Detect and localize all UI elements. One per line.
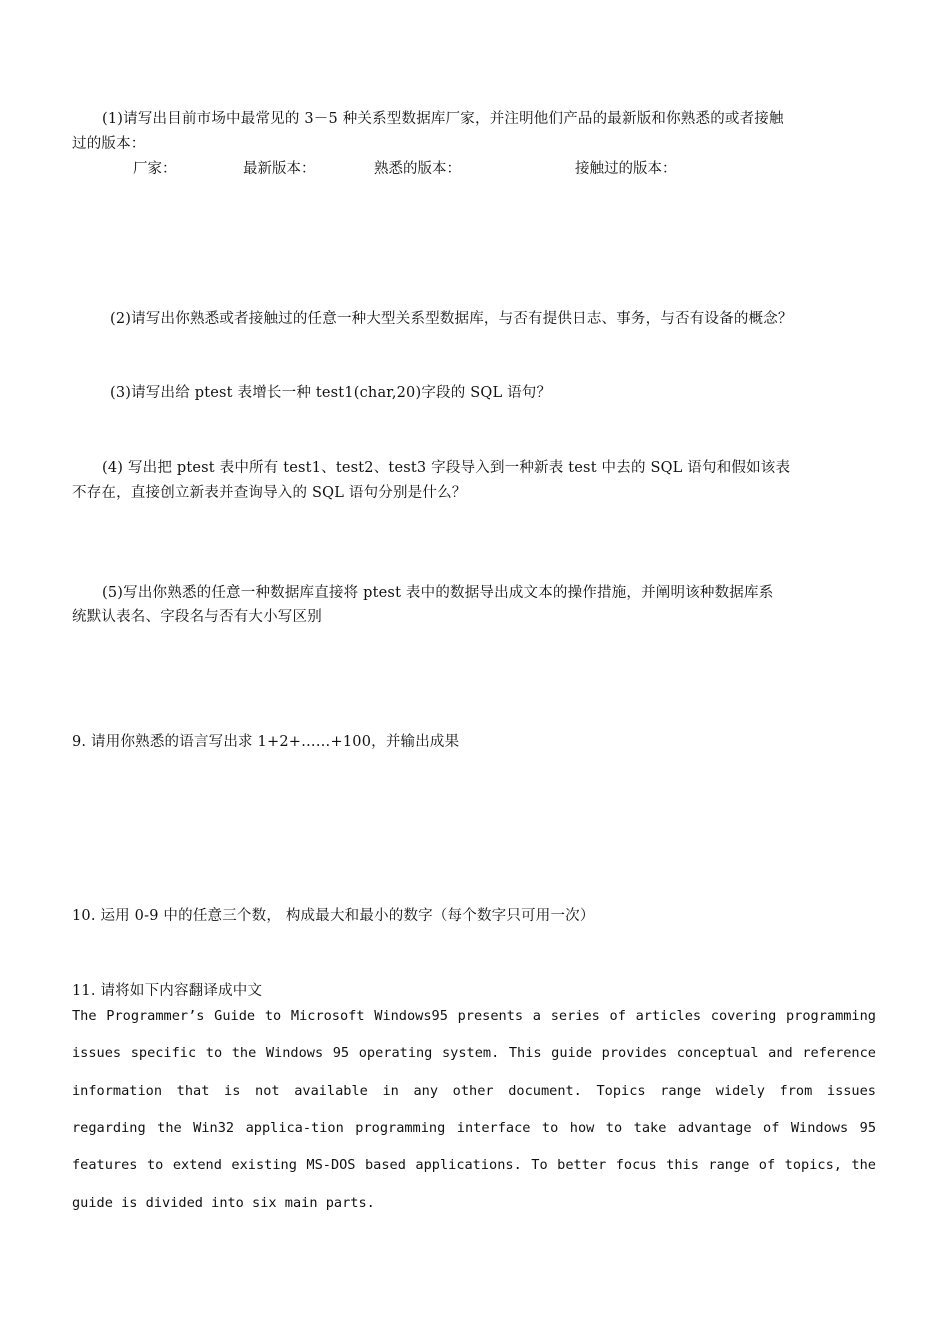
q8-sub3-text: (3)请写出给 ptest 表增长一种 test1(char,20)字段的 SQL 语句？ <box>110 385 552 401</box>
q8-sub4-line1: (4) 写出把 ptest 表中所有 test1、test2、test3 字段导入到一种新表 test 中去的 SQL 语句和假如该表 <box>102 460 791 476</box>
q11-passage-line: regarding the Win32 applica-tion programming interface to how to take advantage of Windows 95 <box>72 1120 876 1136</box>
q11-passage-line: features to extend existing MS-DOS based applications. To better focus this range of topics, the <box>72 1157 876 1173</box>
column-vendor-label: 厂家： <box>133 161 177 177</box>
q11-passage-line: The Programmer’s Guide to Microsoft Windows95 presents a series of articles covering programming <box>72 1008 876 1024</box>
q11-passage-line: issues specific to the Windows 95 operating system. This guide provides conceptual and reference <box>72 1045 876 1061</box>
q11-passage-line: information that is not available in any other document. Topics range widely from issues <box>72 1083 876 1099</box>
column-familiar-version-label: 熟悉的版本： <box>374 161 461 177</box>
q10-text: 10. 运用 0-9 中的任意三个数， 构成最大和最小的数字（每个数字只可用一次） <box>72 908 595 924</box>
q8-sub1-line2: 过的版本： <box>72 136 146 152</box>
q8-sub5-line2: 统默认表名、字段名与否有大小写区别 <box>72 609 322 625</box>
q9-text: 9. 请用你熟悉的语言写出求 1+2+……+100，并输出成果 <box>72 734 460 750</box>
q11-passage-line: guide is divided into six main parts. <box>72 1195 375 1211</box>
q8-sub2-text: (2)请写出你熟悉或者接触过的任意一种大型关系型数据库，与否有提供日志、事务，与否有设备的概念？ <box>110 311 793 327</box>
q11-title: 11. 请将如下内容翻译成中文 <box>72 983 263 999</box>
column-contacted-version-label: 接触过的版本： <box>575 161 677 177</box>
column-latest-version-label: 最新版本： <box>243 161 316 177</box>
q8-sub5-line1: (5)写出你熟悉的任意一种数据库直接将 ptest 表中的数据导出成文本的操作措施，并阐明该种数据库系 <box>102 585 774 601</box>
q8-sub4-line2: 不存在，直接创立新表并查询导入的 SQL 语句分别是什么？ <box>72 485 467 501</box>
q8-sub1-line1: (1)请写出目前市场中最常见的 3－5 种关系型数据库厂家，并注明他们产品的最新版和你熟悉的或者接触 <box>102 111 784 127</box>
